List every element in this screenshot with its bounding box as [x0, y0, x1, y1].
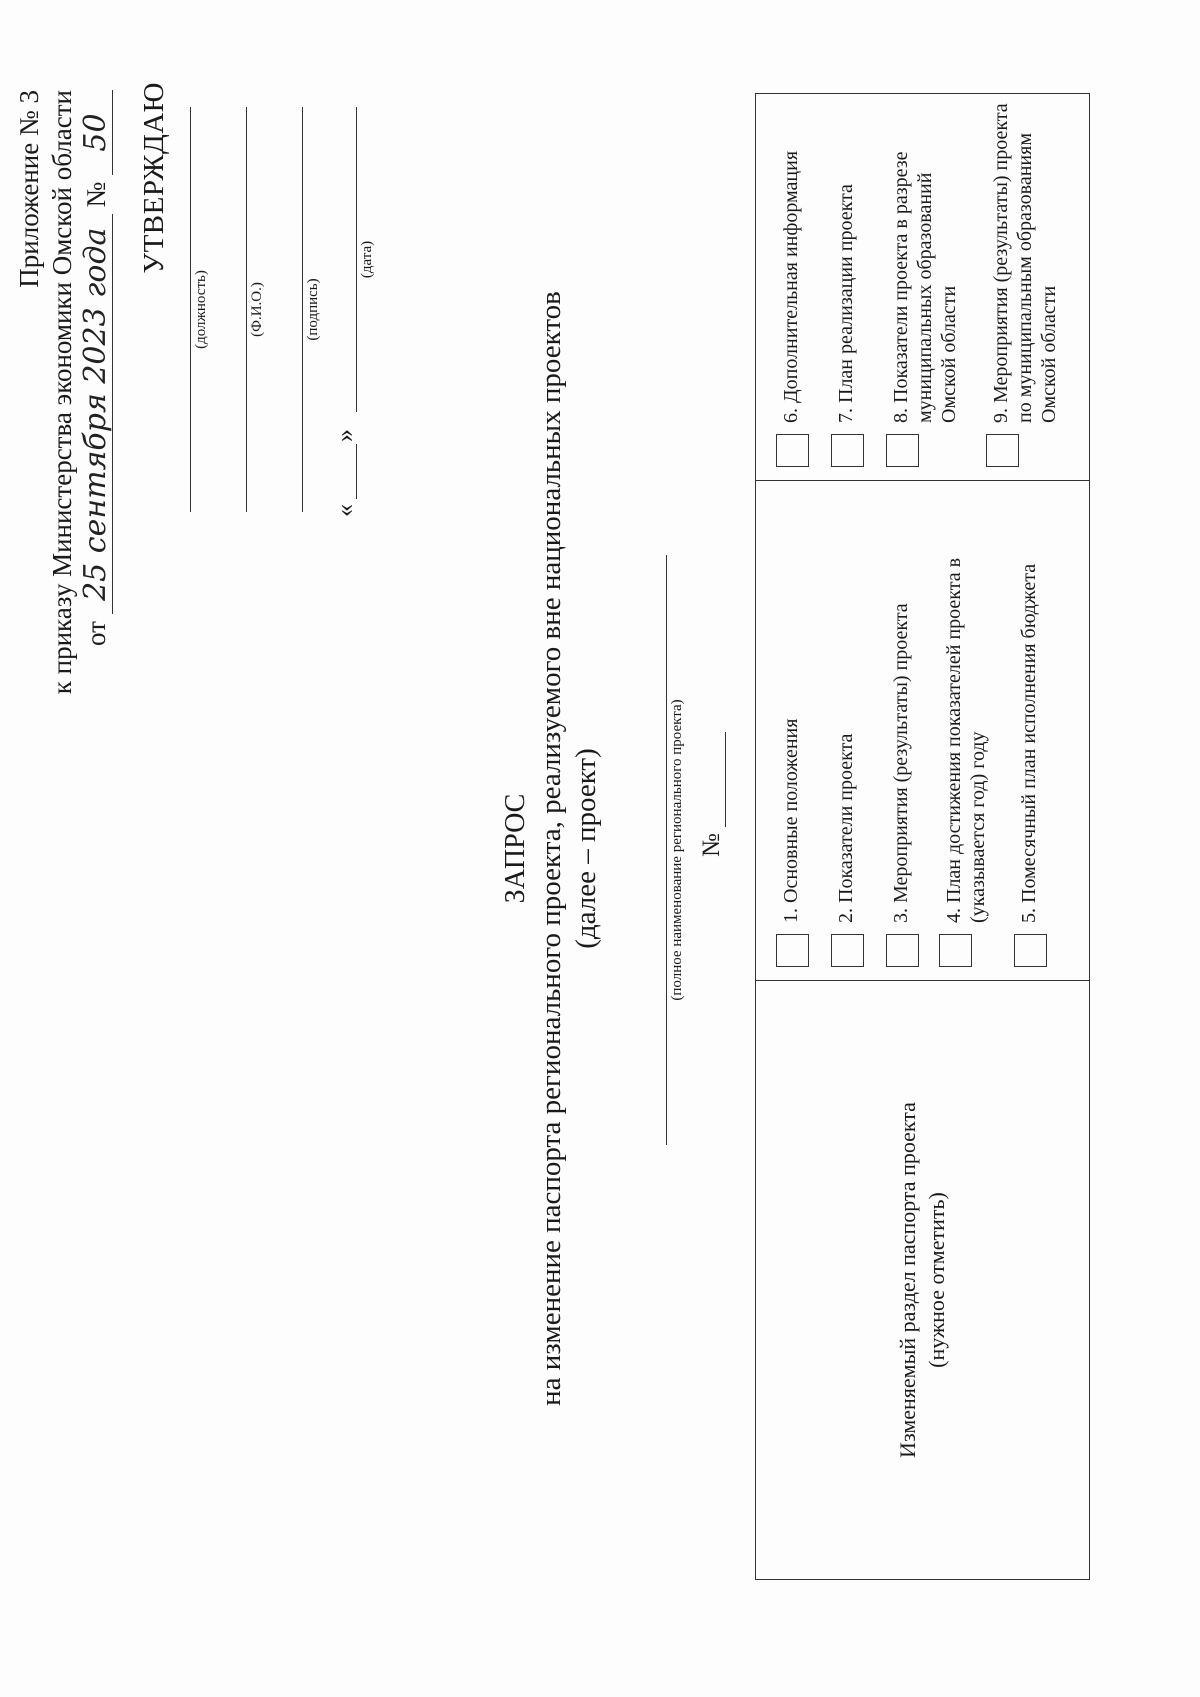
date-prefix: от — [81, 621, 111, 646]
name-line — [246, 107, 247, 512]
position-line — [190, 107, 191, 512]
project-name-line — [666, 555, 667, 1145]
order-date-line — [80, 90, 113, 646]
table-divider-1 — [756, 980, 1089, 981]
option-1-label: 1. Основные положения — [780, 718, 802, 923]
project-number-line — [725, 732, 726, 827]
date-line — [356, 107, 357, 412]
request-subtitle: на изменение паспорта регионального проекта, реализуемого вне национальных проектов — [535, 291, 567, 1406]
option-7-label: 7. План реализации проекта — [835, 184, 857, 423]
handwritten-number: 50 — [80, 90, 113, 175]
option-4-label: 4. План достижения показателей проекта в (указывается год) году — [943, 557, 989, 923]
number-label: № — [81, 181, 111, 208]
handwritten-date: 25 сентября 2023 года — [80, 214, 113, 614]
option-5-checkbox[interactable] — [1014, 934, 1047, 967]
name-caption: (Ф.И.О.) — [249, 282, 265, 337]
option-3-label: 3. Мероприятия (результаты) проекта — [890, 603, 912, 923]
option-6-label: 6. Дополнительная информация — [780, 150, 802, 423]
request-subtitle-note: (далее – проект) — [570, 748, 602, 949]
sections-table — [755, 93, 1090, 1580]
changed-section-cell — [756, 981, 1089, 1579]
option-5-label: 5. Помесячный план исполнения бюджета — [1018, 563, 1040, 923]
date-quote-close: » — [330, 429, 359, 442]
request-title: ЗАПРОС — [500, 793, 531, 904]
option-8-checkbox[interactable] — [886, 434, 919, 467]
day-line — [356, 444, 357, 499]
option-4-checkbox[interactable] — [939, 934, 972, 967]
option-1-checkbox[interactable] — [776, 934, 809, 967]
project-name-caption: (полное наименование регионального проекта) — [669, 699, 685, 1001]
signature-caption: (подпись) — [305, 278, 321, 341]
option-6-checkbox[interactable] — [776, 434, 809, 467]
option-3-checkbox[interactable] — [886, 934, 919, 967]
option-9-checkbox[interactable] — [986, 434, 1019, 467]
table-divider-2 — [756, 480, 1089, 481]
changed-section-label: Изменяемый раздел паспорта проекта — [894, 1102, 920, 1458]
option-8-label: 8. Показатели проекта в разрезе муниципальных образований Омской области — [890, 151, 960, 423]
changed-section-note: (нужное отметить) — [923, 1192, 949, 1368]
option-2-label: 2. Показатели проекта — [835, 733, 857, 923]
order-reference: к приказу Министерства экономики Омской области — [47, 90, 77, 695]
date-quote-open: « — [330, 504, 359, 517]
option-7-checkbox[interactable] — [831, 434, 864, 467]
signature-line — [302, 107, 303, 512]
project-number-label: № — [698, 833, 725, 857]
date-caption: (дата) — [359, 240, 375, 279]
option-2-checkbox[interactable] — [831, 934, 864, 967]
option-9-label: 9. Мероприятия (результаты) проекта по муниципальным образованиям Омской области — [990, 103, 1060, 423]
appendix-label: Приложение № 3 — [14, 90, 44, 288]
approval-title: УТВЕРЖДАЮ — [138, 82, 170, 274]
position-caption: (должность) — [193, 270, 209, 349]
